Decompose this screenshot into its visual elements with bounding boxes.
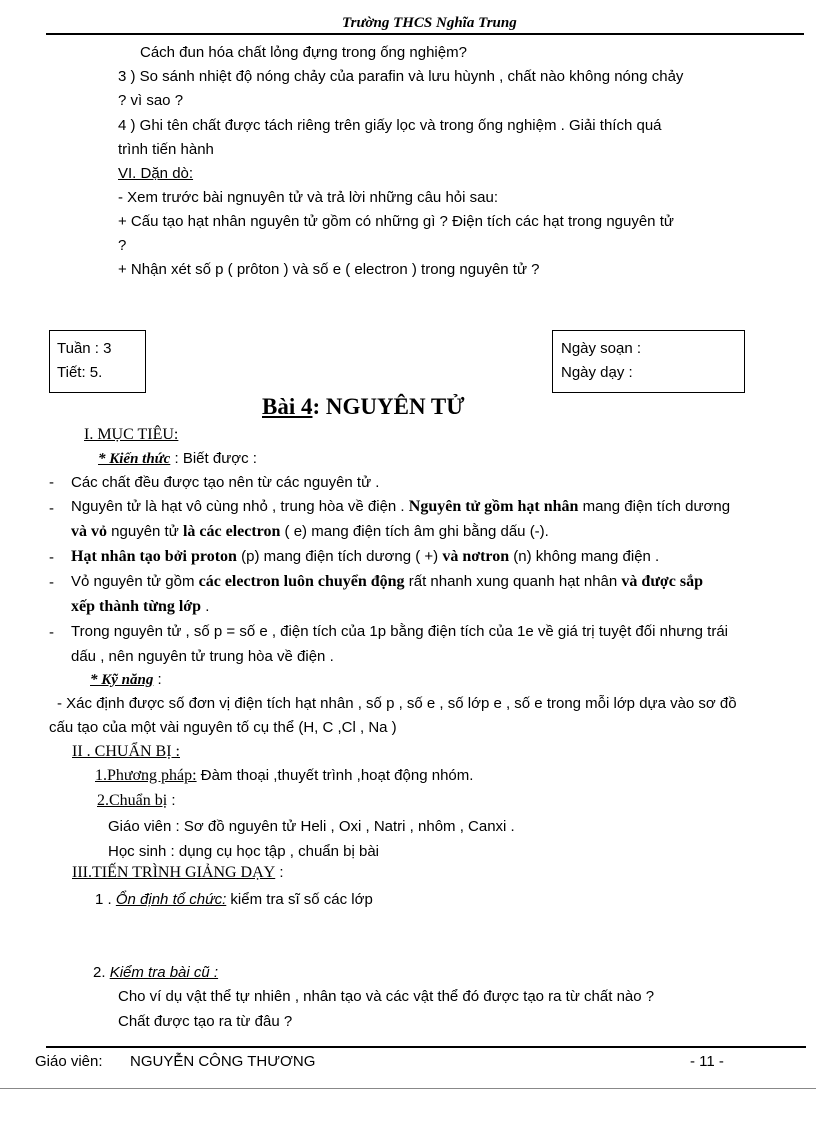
preparation-heading: II . CHUẨN BỊ : [72, 743, 180, 760]
dan-do-line-2-cont: ? [118, 237, 127, 254]
skills-line-2: cấu tạo của một vài nguyên tố cụ thể (H, C ,Cl , Na ) [49, 719, 397, 736]
bullet-dash: - [49, 549, 54, 566]
bullet-dash: - [49, 500, 54, 517]
step-2 [93, 964, 218, 982]
knowledge-item-2-line-1 [71, 498, 730, 516]
prev-line-1: Cách đun hóa chất lỏng đựng trong ống nghiệm? [140, 44, 467, 61]
text-run: (p) mang điện tích dương ( +) [236, 548, 443, 565]
knowledge-intro: : Biết được : [170, 450, 257, 467]
knowledge-subheading [98, 450, 257, 468]
week-period-box [49, 330, 146, 393]
lesson-name: NGUYÊN TỬ [320, 394, 465, 419]
text-run-bold: và được sắp [621, 573, 704, 590]
review-question-1: Cho ví dụ vật thể tự nhiên , nhân tạo và các vật thể đó được tạo ra từ chất nào ? [118, 988, 655, 1005]
page-bottom-rule [0, 1088, 816, 1089]
question-4-line-2: trình tiến hành [118, 141, 214, 158]
knowledge-label: * Kiến thức [98, 451, 171, 467]
footer-rule [46, 1046, 806, 1048]
procedure-title: III.TIẾN TRÌNH GIẢNG DẠY [72, 864, 276, 881]
knowledge-item-4-line-2 [71, 598, 209, 616]
text-run-bold: Nguyên tử gồm hạt nhân [408, 498, 579, 515]
knowledge-item-4-line-1 [71, 573, 703, 591]
knowledge-item-1: Các chất đều được tạo nên từ các nguyên tử . [71, 474, 380, 491]
bullet-dash: - [49, 474, 54, 491]
objectives-heading: I. MỤC TIÊU: [84, 426, 179, 443]
text-run: mang điện tích dương [578, 498, 731, 515]
dan-do-line-1: - Xem trước bài ngnuyên tử và trả lời những câu hỏi sau: [118, 189, 498, 206]
text-run: ( e) mang điện tích âm ghi bằng dấu (-). [280, 523, 549, 540]
header-rule [46, 33, 804, 35]
skills-colon: : [153, 671, 162, 688]
footer-teacher-label: Giáo viên: [35, 1053, 103, 1070]
text-run-bold: xếp thành từng lớp [71, 598, 202, 615]
teacher-materials: Giáo viên : Sơ đồ nguyên tử Heli , Oxi , Natri , nhôm , Canxi . [108, 818, 515, 835]
prep-colon: : [167, 792, 176, 809]
step-2-label: Kiểm tra bài cũ : [109, 964, 219, 981]
text-run-bold: là các electron [182, 523, 281, 540]
skills-line-1: - Xác định được số đơn vị điện tích hạt nhân , số p , số e , số lớp e , số e trong mỗi lớp dựa vào sơ đồ [57, 695, 737, 712]
student-materials: Học sinh : dụng cụ học tập , chuẩn bị bài [108, 843, 380, 860]
date-box [552, 330, 745, 393]
dan-do-line-3: + Nhận xét số p ( prôton ) và số e ( electron ) trong nguyên tử ? [118, 261, 540, 278]
knowledge-item-5-line-2: dấu , nên nguyên tử trung hòa về điện . [71, 648, 334, 665]
page-number: - 11 - [690, 1053, 724, 1070]
knowledge-item-3 [71, 548, 659, 566]
footer-teacher-name: NGUYỄN CÔNG THƯƠNG [130, 1053, 316, 1070]
text-run-bold: và vỏ [71, 523, 107, 540]
text-run-bold: và nơtron [442, 548, 510, 565]
dan-do-heading: VI. Dặn dò: [118, 165, 194, 182]
bullet-dash: - [49, 624, 54, 641]
knowledge-item-5-line-1: Trong nguyên tử , số p = số e , điện tích của 1p bằng điện tích của 1e về giá trị tuyệt đối nhưng trái [71, 623, 729, 640]
lesson-colon: : [312, 394, 321, 419]
procedure-heading [72, 864, 284, 882]
week-label: Tuần : 3 [57, 340, 112, 357]
skills-subheading [90, 671, 162, 689]
teach-date-label: Ngày dạy : [561, 364, 633, 381]
prep-date-label: Ngày soạn : [561, 340, 642, 357]
period-label: Tiết: 5. [57, 364, 103, 381]
question-3-line-2: ? vì sao ? [118, 92, 184, 109]
lesson-number: Bài 4 [262, 394, 313, 419]
bullet-dash: - [49, 574, 54, 591]
step-1 [95, 891, 373, 909]
procedure-colon: : [275, 864, 284, 881]
step-2-number: 2. [93, 964, 110, 981]
text-run: Vỏ nguyên tử gồm [71, 573, 199, 590]
text-run: (n) không mang điện . [509, 548, 660, 565]
step-1-text: kiểm tra sĩ số các lớp [226, 891, 373, 908]
school-header: Trường THCS Nghĩa Trung [342, 15, 517, 31]
text-run-bold: Hạt nhân tạo bởi proton [71, 548, 237, 565]
text-run-bold: các electron luôn chuyển động [198, 573, 405, 590]
text-run: nguyên tử [107, 523, 183, 540]
question-4-line-1: 4 ) Ghi tên chất được tách riêng trên giấy lọc và trong ống nghiệm . Giải thích quá [118, 117, 662, 134]
text-run: rất nhanh xung quanh hạt nhân [404, 573, 622, 590]
question-3-line-1: 3 ) So sánh nhiệt độ nóng chảy của parafin và lưu hùynh , chất nào không nóng chảy [118, 68, 684, 85]
method-text: Đàm thoại ,thuyết trình ,hoạt động nhóm. [196, 767, 474, 784]
step-1-label: Ổn định tổ chức: [115, 891, 227, 908]
prep-subheading [97, 792, 176, 810]
text-run: . [201, 598, 210, 615]
text-run: Nguyên tử là hạt vô cùng nhỏ , trung hòa về điện . [71, 498, 409, 515]
method-line [95, 767, 473, 785]
step-1-number: 1 . [95, 891, 116, 908]
dan-do-line-2: + Cấu tạo hạt nhân nguyên tử gồm có những gì ? Điện tích các hạt trong nguyên tử [118, 213, 674, 230]
knowledge-item-2-line-2 [71, 523, 549, 541]
method-label: 1.Phương pháp: [95, 767, 197, 784]
review-question-2: Chất được tạo ra từ đâu ? [118, 1013, 293, 1030]
skills-label: * Kỹ năng [90, 672, 154, 688]
prep-label: 2.Chuẩn bị [97, 792, 168, 809]
lesson-title [262, 393, 465, 421]
